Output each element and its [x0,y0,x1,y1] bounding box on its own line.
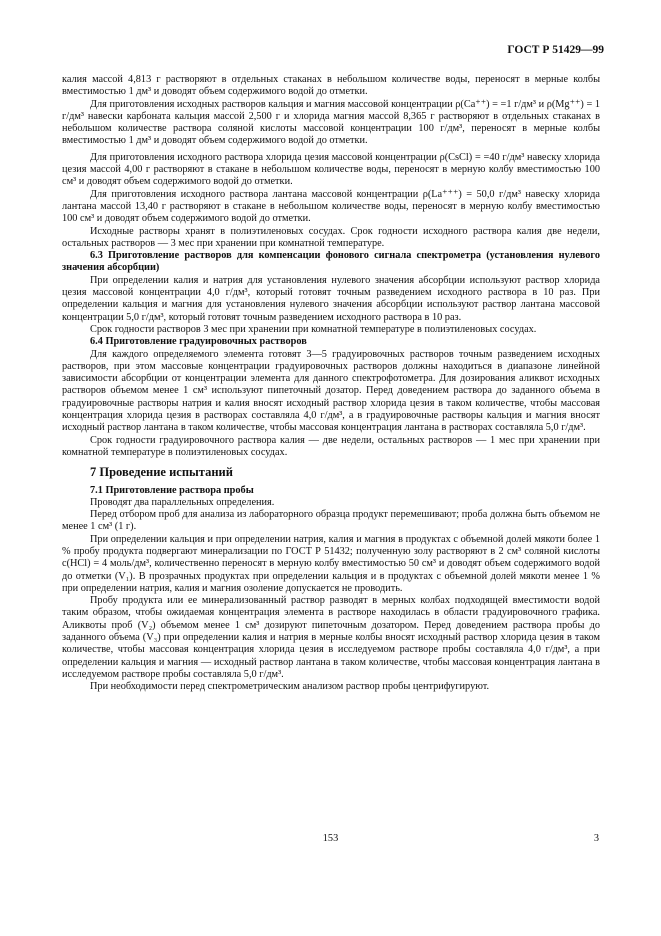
subsection-6-3-title: 6.3 Приготовление растворов для компенсации фонового сигнала спектрометра (установления нулевого значения абсорбции) [62,250,600,274]
paragraph: Проводят два параллельных определения. [90,496,275,508]
subsection-7-1-title: 7.1 Приготовление раствора пробы [90,484,254,496]
paragraph: Для приготовления исходных растворов кальция и магния массовой концентрации ρ(Ca⁺⁺) = =1 г/дм³ и ρ(Mg⁺⁺) = 1 г/дм³ навески карбоната кальция массой 2,500 г и хлорида магния массой 8,365 г растворяют в отдельных стаканах в небольшом количестве раствора соляной кислоты массовой концентрации 100 г/дм³, переносят в мерные колбы вместимостью 1 дм³ и доводят объем содержимого водой до отметки. [62,98,600,147]
standard-header: ГОСТ Р 51429—99 [507,44,604,56]
paragraph: Перед отбором проб для анализа из лабораторного образца продукт перемешивают; проба должна быть объемом не менее 1 см³ (1 г). [62,509,600,533]
paragraph: При необходимости перед спектрометрическим анализом раствор пробы центрифугируют. [90,681,490,693]
paragraph: Пробу продукта или ее минерализованный раствор разводят в мерных колбах подходящей вместимости водой таким образом, чтобы ожидаемая концентрация элемента в растворе находилась в области градуировочного графика. Аликвоты проб (V₂) объемом менее 1 см³ дозируют пипеточным дозатором. Перед доведением раствора пробы до заданного объема (V₃) при определении калия и натрия в мерные колбы вносят исходный раствор хлорида цезия в таком количестве, чтобы массовая концентрация хлорида цезия в исследуемом растворе пробы составляла 4,0 г/дм³, а при определении кальция и магния — исходный раствор лантана в таком количестве, чтобы массовая концентрация лантана в исследуемом растворе пробы составляла 5,0 г/дм³. [62,595,600,680]
paragraph: калия массой 4,813 г растворяют в отдельных стаканах в небольшом количестве воды, переносят в мерные колбы вместимостью 1 дм³ и доводят объем содержимого водой до отметки. [62,74,600,98]
section-7-title: 7 Проведение испытаний [90,465,233,480]
paragraph: Для приготовления исходного раствора хлорида цезия массовой концентрации ρ(CsCl) = =40 г/дм³ навеску хлорида цезия массой 4,00 г растворяют в стакане в небольшом количестве воды, переносят в мерную колбу вместимостью 100 см³ и доводят объем содержимого водой до отметки. [62,151,600,188]
subsection-6-4-title: 6.4 Приготовление градуировочных растворов [90,336,307,348]
paragraph: Для приготовления исходного раствора лантана массовой концентрации ρ(La⁺⁺⁺) = 50,0 г/дм³ навеску хлорида лантана массой 13,40 г растворяют в стакане в небольшом количестве воды, переносят в мерную колбу вместимостью 100 см³ и доводят объем содержимого водой до отметки. [62,188,600,225]
paragraph: При определении калия и натрия для установления нулевого значения абсорбции используют раствор хлорида цезия массовой концентрации 4,0 г/дм³, который готовят точным разведением исходного раствора в 10 раз. При определении кальция и магния для установления нулевого значения абсорбции используют раствор лантана массовой концентрации 5,0 г/дм³, который готовят точным разведением исходного раствора в 10 раз. [62,274,600,323]
paragraph: Для каждого определяемого элемента готовят 3—5 градуировочных растворов точным разведением исходных растворов, при этом массовые концентрации градуировочных растворов должны находиться в диапазоне линейной зависимости абсорбции от концентрации элемента для данного спектрофотометра. Для дозирования аликвот исходных растворов объемом менее 1 см³ используют пипеточный дозатор. Перед доведением раствора до заданного объема в градуировочные растворы натрия и калия вносят исходный раствор хлорида цезия в таком количестве, чтобы массовая концентрация хлорида цезия в растворах составляла 4,0 г/дм³, а в градуировочные растворы кальция и магния вносят исходный раствор лантана в таком количестве, чтобы массовая концентрация лантана в растворах составляла 5,0 г/дм³. [62,348,600,434]
paragraph: Срок годности растворов 3 мес при хранении при комнатной температуре в полиэтиленовых сосудах. [90,323,537,335]
paragraph: Исходные растворы хранят в полиэтиленовых сосудах. Срок годности исходного раствора калия две недели, остальных растворов — 3 мес при хранении при комнатной температуре. [62,225,600,249]
paragraph: Срок годности градуировочного раствора калия — две недели, остальных растворов — 1 мес при хранении при комнатной температуре в полиэтиленовых сосудах. [62,434,600,458]
page-body [62,74,600,694]
sheet-number: 153 [322,833,339,844]
paragraph: При определении кальция и при определении натрия, калия и магния в продуктах с объемной долей мякоти более 1 % пробу продукта подвергают минерализации по ГОСТ Р 51432; полученную золу растворяют в 2 см³ соляной кислоты c(HCl) = 4 моль/дм³, количественно переносят в мерную колбу вместимостью 50 см³ и доводят объем содержимого водой до отметки (V₁). В прозрачных продуктах при определении кальция и в продуктах с объемной долей мякоти менее 1 % при определении натрия, калия и магния озоление допускается не проводить. [62,533,600,594]
page-number: 3 [593,833,599,844]
